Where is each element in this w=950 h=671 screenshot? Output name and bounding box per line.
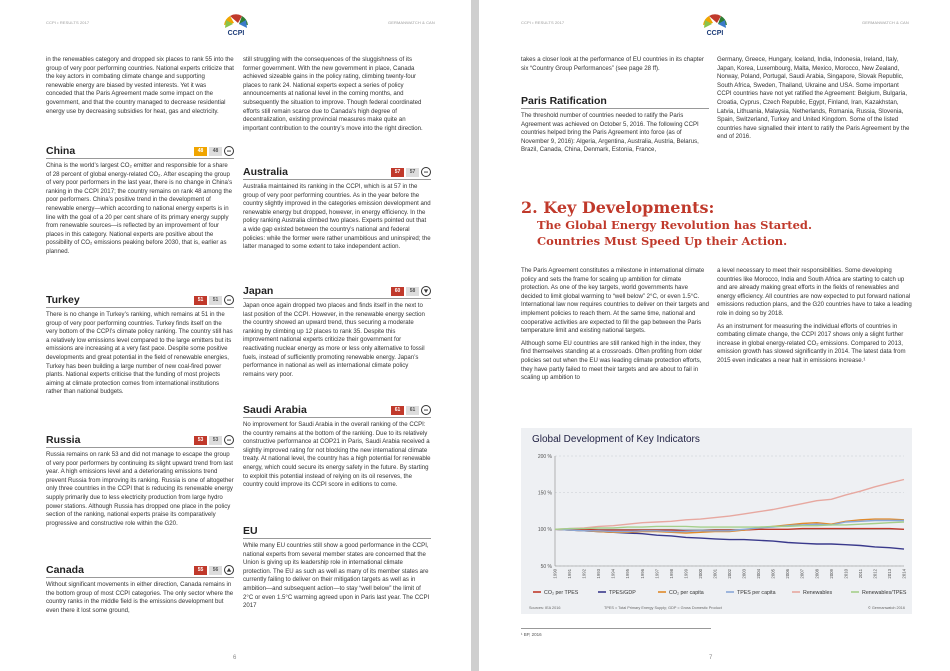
- key-developments-subheading-2: Countries Must Speed Up their Action.: [537, 234, 788, 248]
- section-text: No improvement for Saudi Arabia in the overall ranking of the CCPI: the country remains at the bottom of the ranking. Due to its relatively constructive performance at COP21 in Paris, Saudi Arabia received a slightly improved rating for not blocking the new international climate treaty. At national level, the country has a high potential for renewable energy, which could secure its energy safety in the future. By starting to exploit this potential instead of relying on its oil reserves, the country could improve its CCPI score in editions to come.: [243, 421, 431, 489]
- trend-equal-icon: [421, 167, 431, 177]
- x-tick-label: 2004: [756, 569, 762, 579]
- rank-previous: 51: [209, 296, 222, 305]
- x-tick-label: 2011: [857, 569, 863, 579]
- chart-canvas: [521, 428, 912, 614]
- rank-previous: 57: [406, 168, 419, 177]
- rank-current: 48: [194, 147, 207, 156]
- footnote: ¹ BP, 2016: [521, 632, 542, 637]
- key-developments-subheading-1: The Global Energy Revolution has Started.: [537, 218, 812, 232]
- legend-label: TPES per capita: [737, 589, 776, 596]
- top-col1-text: takes a closer look at the performance of EU countries in its chapter six “Country Group Performances” (see page 28 ff).: [521, 56, 704, 72]
- section-title: Australia: [243, 166, 288, 178]
- x-tick-label: 1997: [654, 569, 660, 579]
- section-text: There is no change in Turkey’s ranking, which remains at 51 in the group of very poor performing countries. Turkey finds itself on the very bottom of the CCPI’s climate policy ranking. The country still has a relatively low emissions level compared to the large emitters but its emissions are increasing at a very fast pace. Despite some positive developments and great potential in the field of renewable energies, Turkey has been building a large number of new coal-fired power plants. National experts criticise that the funding of most projects aiming at climate protection comes from international institutions rather than national budgets.: [46, 311, 233, 396]
- body-paragraph: The Paris Agreement constitutes a milestone in international climate policy and sets the frame for scaling up ambition for climate protection. As one of the key targets, world governments have decided to limit global warming to “well below” 2°C, or even 1.5°C. International law now requires countries to deliver on their targets and implement policies to reach them. At the same time, national and cooperative activities are expected to fill the gap between the Paris temperature limit and existing national targets.: [521, 267, 709, 335]
- section-text: The threshold number of countries needed to ratify the Paris Agreement was achieved on October 5, 2016. The following CCPI countries helped bring the Paris Agreement into force (as of November 9, 2016): Algeria, Argentina, Australia, Austria, Belarus, Brazil, Canada, China, Denmark, Estonia, France,: [521, 112, 699, 154]
- x-tick-label: 1994: [610, 569, 616, 579]
- section-text: Russia remains on rank 53 and did not manage to escape the group of very poor performers by continuing its slight upward trend from last year. A high emissions level and a deteriorating emissions trend prevent Russia from improving its ranking. Russia is one of altogether only three countries in the CCPI that is reducing its renewable energy supply primarily due to less electricity production from large hydro power stations. Although Russia has dropped one place in the policy section of the ranking, national experts praise its comparatively progressive and constructive role within the G20.: [46, 451, 234, 527]
- section-title: Russia: [46, 434, 81, 446]
- left-intro-text: in the renewables category and dropped six places to rank 55 into the group of very poor performing countries. National experts criticize that the key actors in combating climate change and supporting renewable energy are biased by vested interests. Yet it was conceded that the Paris Agreement made some impact on the government, and that the country managed to decrease residential energy use by decreasing subsidies for heat, gas and electricity.: [46, 56, 234, 115]
- x-tick-label: 1992: [581, 569, 587, 579]
- key-indicators-chart: [521, 428, 912, 614]
- x-tick-label: 2002: [727, 569, 732, 579]
- section-canada: [46, 564, 234, 614]
- x-tick-label: 2014: [901, 569, 907, 579]
- legend-label: Renewables: [803, 589, 833, 596]
- x-tick-label: 2012: [872, 569, 878, 579]
- trend-equal-icon: [224, 295, 234, 305]
- y-tick-label: 200 %: [537, 453, 552, 460]
- rank-current: 51: [194, 296, 207, 305]
- logo-text: CCPI: [706, 30, 724, 37]
- section-eu: [243, 525, 431, 610]
- header-right-label: GERMANWATCH & CAN: [862, 20, 909, 25]
- section-paris-ratification: [521, 95, 709, 154]
- y-tick-label: 150 %: [537, 490, 552, 497]
- body-paragraph: Although some EU countries are still ranked high in the index, they find themselves standing at a crossroads. Often profiting from older policies set out when the EU was leading climate protection efforts, they have partly failed to meet their targets and are about to fail in scaling up ambition to: [521, 339, 703, 382]
- section-title: China: [46, 145, 76, 157]
- rank-previous: 58: [406, 287, 419, 296]
- section-russia: [46, 434, 234, 527]
- section-title: Canada: [46, 564, 84, 576]
- section-text: Japan once again dropped two places and finds itself in the next to last position of the CCPI. However, in the renewable energy section the country showed an upward trend, thus securing a moderate ranking by climbing up 12 places to rank 35. Despite this improvement national experts criticize their government for reactivating nuclear energy as more or less only alternative to fossil fuels, instead of sufficiently promoting renewable energy. Japan’s performance in national as well as international climate policy remains very poor.: [243, 302, 425, 378]
- trend-equal-icon: [224, 146, 234, 156]
- page-number: 7: [709, 655, 713, 661]
- x-tick-label: 2005: [770, 569, 776, 579]
- body-paragraph: As an instrument for measuring the individual efforts of countries in combating climate change, the CCPI 2017 shows only a slight further increase in global energy-related CO₂ emissions. Compared to 2013, emission growth has slowed significantly in 2014. The latest data from 2015 even indicates a near halt in emissions increase.¹: [717, 322, 906, 364]
- section-china: [46, 145, 234, 255]
- x-tick-label: 2010: [843, 569, 849, 579]
- body-col1: [521, 267, 709, 387]
- rank-previous: 56: [209, 566, 222, 575]
- chart-title: Global Development of Key Indicators: [532, 434, 700, 445]
- section-title: EU: [243, 525, 258, 537]
- x-tick-label: 1996: [639, 569, 645, 579]
- x-tick-label: 2001: [712, 569, 718, 579]
- legend-label: CO₂ per TPES: [544, 589, 579, 596]
- section-turkey: [46, 294, 234, 396]
- x-tick-label: 2007: [799, 569, 805, 579]
- y-tick-label: 100 %: [537, 527, 552, 534]
- page-number: 6: [233, 655, 237, 661]
- trend-down-icon: [421, 286, 431, 296]
- section-title: Japan: [243, 285, 274, 297]
- ccpi-logo-icon: [700, 11, 730, 41]
- rank-previous: 53: [209, 436, 222, 445]
- x-tick-label: 1993: [596, 569, 602, 579]
- col2-intro-text: still struggling with the consequences of the sluggishness of its former government. With the new government in place, Canada achieved sizeable gains in the policy rating, climbing twenty-four places to rank 24. National experts expect a series of policy announcements at national level in the coming months, and subsequently the situation to improve. Though federal coordinated efforts still remain scarce due to Canada’s high degree of decentralization, existing provincial measures make quite an important contribution to the country’s move into the right direction.: [243, 56, 423, 132]
- section-text: While many EU countries still show a good performance in the CCPI, national experts from several member states are concerned that the Union is giving up its leadership role in international climate protection. The EU as such as well as many of its member states are currently failing to deliver on their mitigation targets as well as in ambition—and subsequent action—to stay “well below” the limit of 2°C or even 1.5°C warming agreed upon in Paris last year. The CCPI 2017: [243, 542, 430, 610]
- rank-previous: 48: [209, 147, 222, 156]
- header-right-label: GERMANWATCH & CAN: [388, 20, 435, 25]
- logo-text: CCPI: [227, 30, 245, 37]
- trend-equal-icon: [421, 405, 431, 415]
- section-text: Without significant movements in either direction, Canada remains in the bottom group of most CCPI categories. The only sector where the country ranks in the middle field is the emissions development but even there it lost some ground,: [46, 581, 234, 614]
- x-tick-label: 2008: [814, 569, 820, 579]
- x-tick-label: 1998: [668, 569, 674, 579]
- section-australia: [243, 166, 431, 251]
- x-tick-label: 2000: [697, 569, 703, 579]
- legend-label: Renewables/TPES: [862, 589, 907, 596]
- rank-current: 61: [391, 406, 404, 415]
- header-left-label: CCPI • RESULTS 2017: [521, 20, 565, 25]
- chart-abbreviations: TPES = Total Primary Energy Supply; GDP = Gross Domestic Product: [604, 606, 722, 610]
- rank-previous: 61: [406, 406, 419, 415]
- x-tick-label: 1995: [625, 569, 631, 579]
- ccpi-logo-icon: [221, 11, 251, 41]
- rank-current: 60: [391, 287, 404, 296]
- body-paragraph: a level necessary to meet their responsibilities. Some developing countries like Morocco, India and South Africa are starting to catch up and are already making great efforts in the fields of renewables and energy efficiency. All countries are now expected to put forward national emissions reduction plans, and the G20 countries have to take a leading role in doing so by 2018.: [717, 267, 912, 317]
- key-developments-heading: 2. Key Developments:: [521, 198, 715, 217]
- chart-copyright: © Germanwatch 2016: [868, 606, 905, 610]
- trend-equal-icon: [224, 435, 234, 445]
- rank-current: 57: [391, 168, 404, 177]
- section-japan: [243, 285, 431, 378]
- section-title: Saudi Arabia: [243, 404, 307, 416]
- top-col2-text: Germany, Greece, Hungary, Iceland, India, Indonesia, Ireland, Italy, Japan, Korea, Luxembourg, Malta, Mexico, Morocco, New Zealand, Norway, Poland, Portugal, Saudi Arabia, Singapore, Slovak Republic, South Africa, Sweden, Thailand, Ukraine and USA. Some important CCPI countries have not yet ratified the Agreement: Belgium, Bulgaria, Croatia, Cyprus, Czech Republic, Egypt, Finland, Iran, Kazakhstan, Latvia, Lithuania, Malaysia, Netherlands, Romania, Russia, Slovenia, Spain, Switzerland, Turkey and United Kingdom. Some of the listed countries have signalled their intent to ratify the Paris Agreement by the end of 2016.: [717, 56, 910, 141]
- x-tick-label: 2003: [741, 569, 747, 579]
- trend-up-icon: [224, 565, 234, 575]
- rank-current: 55: [194, 566, 207, 575]
- section-title: Paris Ratification: [521, 95, 607, 107]
- section-text: China is the world’s largest CO₂ emitter and responsible for a share of 28 percent of global energy-related CO₂. After escaping the group of very poor performers in the last year, there is no change in China’s ranking in the CCPI 2017; the country remains on rank 48 among the poor performers. China’s positive trend in the development of renewable energy—which according to national energy experts is in line with the goal of a 20 per cent share of its primary energy supply from renewable sources—is reflected by an improvement of four places in this category. National experts are positive about the possibility of CO₂ emissions peaking before 2030, that is, earlier as planned.: [46, 162, 233, 255]
- x-tick-label: 2009: [828, 569, 834, 579]
- x-tick-label: 2006: [785, 569, 791, 579]
- section-text: Australia maintained its ranking in the CCPI, which is at 57 in the group of very poor performing countries. As in the year before the country slightly improved in the categories emission development and renewable energy but dropped, however, in energy efficiency. In the policy ranking Australia climbed two places. Experts pointed out that a wide gap existed between the country’s national and federal policies: while the former were rather unambitious and uninspired; the latter managed to some extent to take independent action.: [243, 183, 431, 251]
- left-page: [0, 0, 471, 671]
- section-title: Turkey: [46, 294, 80, 306]
- header-left-label: CCPI • RESULTS 2017: [46, 20, 90, 25]
- rank-current: 53: [194, 436, 207, 445]
- chart-sources: Sources: IEA 2016: [529, 606, 561, 610]
- x-tick-label: 1999: [683, 569, 689, 579]
- legend-label: TPES/GDP: [609, 589, 636, 596]
- legend-label: CO₂ per capita: [669, 589, 704, 596]
- section-saudi-arabia: [243, 404, 431, 489]
- x-tick-label: 1990: [552, 569, 558, 579]
- right-page: [479, 0, 950, 671]
- x-tick-label: 2013: [886, 569, 892, 579]
- x-tick-label: 1991: [567, 569, 573, 579]
- body-col2: [717, 267, 914, 370]
- y-tick-label: 50 %: [540, 563, 552, 570]
- page-gutter: [471, 0, 479, 671]
